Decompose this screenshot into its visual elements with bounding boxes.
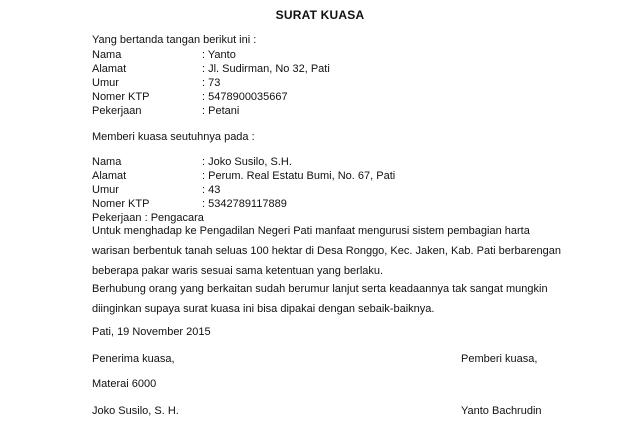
grantor-label-ktp: Nomer KTP (92, 91, 150, 103)
intro-text: Yang bertanda tangan berikut ini : (92, 34, 257, 46)
grantee-label-ktp: Nomer KTP (92, 198, 150, 210)
grantor-label-address: Alamat (92, 63, 127, 75)
grantee-row-job: Pekerjaan : Pengacara (92, 212, 204, 224)
receiver-label: Penerima kuasa, (92, 353, 175, 365)
grantor-row-ktp (92, 91, 288, 104)
letter-title: SURAT KUASA (275, 8, 365, 22)
grantor-value-ktp: : 5478900035667 (202, 91, 288, 103)
place-date: Pati, 19 November 2015 (92, 326, 211, 338)
grantee-row-age (92, 184, 220, 197)
grantor-label-job: Pekerjaan (92, 105, 142, 117)
grantee-value-name: : Joko Susilo, S.H. (202, 156, 292, 168)
grantor-label-name: Nama (92, 49, 122, 61)
grantee-row-name (92, 156, 292, 169)
grantee-row-ktp (92, 198, 287, 211)
giver-name: Yanto Bachrudin (461, 405, 542, 417)
grantee-label-address: Alamat (92, 170, 127, 182)
grantee-label-name: Nama (92, 156, 122, 168)
grantor-label-age: Umur (92, 77, 119, 89)
grantor-value-job: : Petani (202, 105, 240, 117)
grantee-value-address: : Perum. Real Estatu Bumi, No. 67, Pati (202, 170, 396, 182)
stamp-text: Materai 6000 (92, 378, 157, 390)
grantor-row-name (92, 49, 236, 62)
grantor-value-address: : Jl. Sudirman, No 32, Pati (202, 63, 330, 75)
grantee-label-age: Umur (92, 184, 119, 196)
grantee-row-address (92, 170, 395, 183)
grantee-value-age: : 43 (202, 184, 221, 196)
giver-label: Pemberi kuasa, (461, 353, 538, 365)
grantor-value-age: : 73 (202, 77, 221, 89)
grantee-value-ktp: : 5342789117889 (202, 198, 287, 210)
grantor-row-address (92, 63, 330, 76)
grantor-row-age (92, 77, 220, 90)
receiver-name: Joko Susilo, S. H. (92, 405, 179, 417)
grantor-row-job (92, 105, 239, 118)
grant-text: Memberi kuasa seutuhnya pada : (92, 131, 255, 143)
grantor-value-name: : Yanto (202, 49, 236, 61)
paragraph-purpose: Untuk menghadap ke Pengadilan Negeri Pati manfaat mengurusi sistem pembagian harta warisan berbentuk tanah seluas 100 hektar di Desa Ronggo, Kec. Jaken, Kab. Pati berbarengan beberapa pakar waris sesuai sama ketentuan yang berlaku. (92, 225, 562, 277)
paragraph-reason: Berhubung orang yang berkaitan sudah berumur lanjut serta keadaannya tak sangat mungkin diinginkan supaya surat kuasa ini bisa dipakai dengan sebaik-baiknya. (92, 283, 548, 315)
